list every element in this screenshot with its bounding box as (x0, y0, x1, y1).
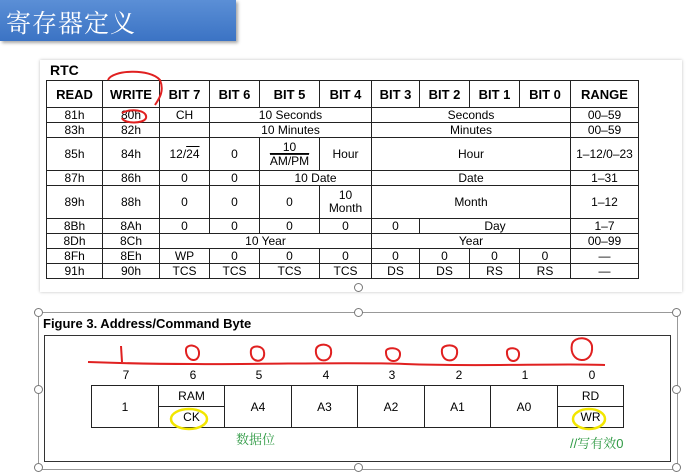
cell-bit4: TCS (320, 264, 372, 279)
cell-write: 8Ah (103, 219, 160, 234)
cell-read: 8Fh (47, 249, 103, 264)
cell-upper-nibble: 10 Minutes (210, 123, 372, 138)
cell-bit5: 0 (260, 186, 320, 219)
cell-bit0: RS (520, 264, 571, 279)
handwritten-bits (121, 338, 592, 362)
cell-bit7: CH (160, 108, 210, 123)
cell-write: 80h (103, 108, 160, 123)
cell-read: 8Dh (47, 234, 103, 249)
hand-digit (251, 346, 264, 360)
note-write-valid: //写有效0 (570, 436, 624, 451)
overline-24: 24 (186, 146, 200, 161)
cell-range: 1–7 (571, 219, 639, 234)
cell-bit6: TCS (210, 264, 260, 279)
hand-digit (442, 345, 457, 360)
rtc-label: RTC (50, 62, 79, 78)
cell-bit5: 0 (260, 249, 320, 264)
cell-bit7: 0 (160, 186, 210, 219)
cell-bit4: 0 (320, 249, 372, 264)
cell-bit3: DS (372, 264, 420, 279)
note-data-bits: 数据位 (236, 432, 276, 447)
cell-read: 83h (47, 123, 103, 138)
cell-bit7: 0 (160, 171, 210, 186)
hand-digit (572, 338, 593, 360)
bit7-cell: 1 (92, 386, 159, 428)
cell-bit4: 0 (320, 219, 372, 234)
cell-write: 86h (103, 171, 160, 186)
cell-lower-nibble: Month (372, 186, 571, 219)
cell-write: 84h (103, 138, 160, 171)
bit-number: 3 (388, 368, 396, 382)
bit-number: 4 (322, 368, 330, 382)
cell-bit6: 0 (210, 219, 260, 234)
cell-day: Day (420, 219, 571, 234)
cell-lower-nibble: Minutes (372, 123, 571, 138)
cell-write: 8Ch (103, 234, 160, 249)
cell-bit7: TCS (160, 264, 210, 279)
header-bit6: BIT 6 (210, 81, 260, 108)
cell-range: 1–31 (571, 171, 639, 186)
hand-digit (186, 346, 199, 360)
cell-read: 8Bh (47, 219, 103, 234)
header-bit4: BIT 4 (320, 81, 372, 108)
bit-number: 1 (521, 368, 529, 382)
cell-bit7: WP (160, 249, 210, 264)
cell-bit1: RS (470, 264, 520, 279)
hand-digit (386, 348, 400, 361)
cell-upper-nibble: 10 Year (160, 234, 372, 249)
cell-read: 89h (47, 186, 103, 219)
header-read: READ (47, 81, 103, 108)
cell-range: 00–59 (571, 108, 639, 123)
cell-bit7: 0 (160, 219, 210, 234)
cell-write: 88h (103, 186, 160, 219)
cell-bit5: TCS (260, 264, 320, 279)
bit-number: 7 (122, 368, 130, 382)
bit-number: 5 (255, 368, 263, 382)
cell-range: 1–12 (571, 186, 639, 219)
slide-title: 寄存器定义 (6, 10, 137, 38)
bit0-cell: RD WR (558, 386, 624, 428)
bit-number: 6 (189, 368, 197, 382)
cell-bit5: 0 (260, 219, 320, 234)
cell-range: 00–99 (571, 234, 639, 249)
bit6-cell: RAM CK (159, 386, 225, 428)
cell-bit5: $\frac{10}{AM/PM}$ (260, 138, 320, 171)
cell-lower-nibble: Seconds (372, 108, 571, 123)
cell-bit7: 12/24 (160, 138, 210, 171)
cell-bit4: 10 Month (320, 186, 372, 219)
yellow-circle-ck (171, 409, 207, 429)
cell-read: 85h (47, 138, 103, 171)
bit2-cell: A1 (425, 386, 491, 428)
cell-bit1: 0 (470, 249, 520, 264)
cell-read: 87h (47, 171, 103, 186)
cell-bit2: 0 (420, 249, 470, 264)
cell-lower-nibble: Year (372, 234, 571, 249)
bit4-cell: A3 (292, 386, 358, 428)
cell-lower-nibble: Date (372, 171, 571, 186)
cell-range: — (571, 249, 639, 264)
cell-bit6: 0 (210, 186, 260, 219)
header-bit3: BIT 3 (372, 81, 420, 108)
hand-digit (507, 348, 519, 361)
hand-digit (316, 345, 331, 361)
cell-write: 8Eh (103, 249, 160, 264)
cell-bit0: 0 (520, 249, 571, 264)
cell-bit3: 0 (372, 219, 420, 234)
cell-bit2: DS (420, 264, 470, 279)
cell-upper-nibble: 10 Seconds (210, 108, 372, 123)
header-range: RANGE (571, 81, 639, 108)
header-bit5: BIT 5 (260, 81, 320, 108)
header-bit1: BIT 1 (470, 81, 520, 108)
yellow-circle-wr (573, 409, 605, 429)
hand-digit (121, 346, 122, 362)
cell-read: 91h (47, 264, 103, 279)
figure-title: Figure 3. Address/Command Byte (43, 316, 252, 331)
cell-upper-nibble: 10 Date (260, 171, 372, 186)
header-bit0: BIT 0 (520, 81, 571, 108)
header-bit2: BIT 2 (420, 81, 470, 108)
cell-bit6: 0 (210, 249, 260, 264)
cell-bit4: Hour (320, 138, 372, 171)
cell-bit3: 0 (372, 249, 420, 264)
cell-range: 1–12/0–23 (571, 138, 639, 171)
bit1-cell: A0 (491, 386, 558, 428)
header-write: WRITE (103, 81, 160, 108)
cell-bit6: 0 (210, 138, 260, 171)
cell-write: 90h (103, 264, 160, 279)
cell-range: — (571, 264, 639, 279)
red-underline (88, 362, 605, 365)
bit-number: 0 (588, 368, 596, 382)
cell-range: 00–59 (571, 123, 639, 138)
cell-read: 81h (47, 108, 103, 123)
header-bit7: BIT 7 (160, 81, 210, 108)
bit5-cell: A4 (225, 386, 292, 428)
red-mark-80h (122, 110, 146, 122)
cell-bit6: 0 (210, 171, 260, 186)
bit-number: 2 (455, 368, 463, 382)
bit3-cell: A2 (358, 386, 425, 428)
red-circle-write-header (108, 72, 162, 105)
cell-lower-nibble: Hour (372, 138, 571, 171)
cell-write: 82h (103, 123, 160, 138)
